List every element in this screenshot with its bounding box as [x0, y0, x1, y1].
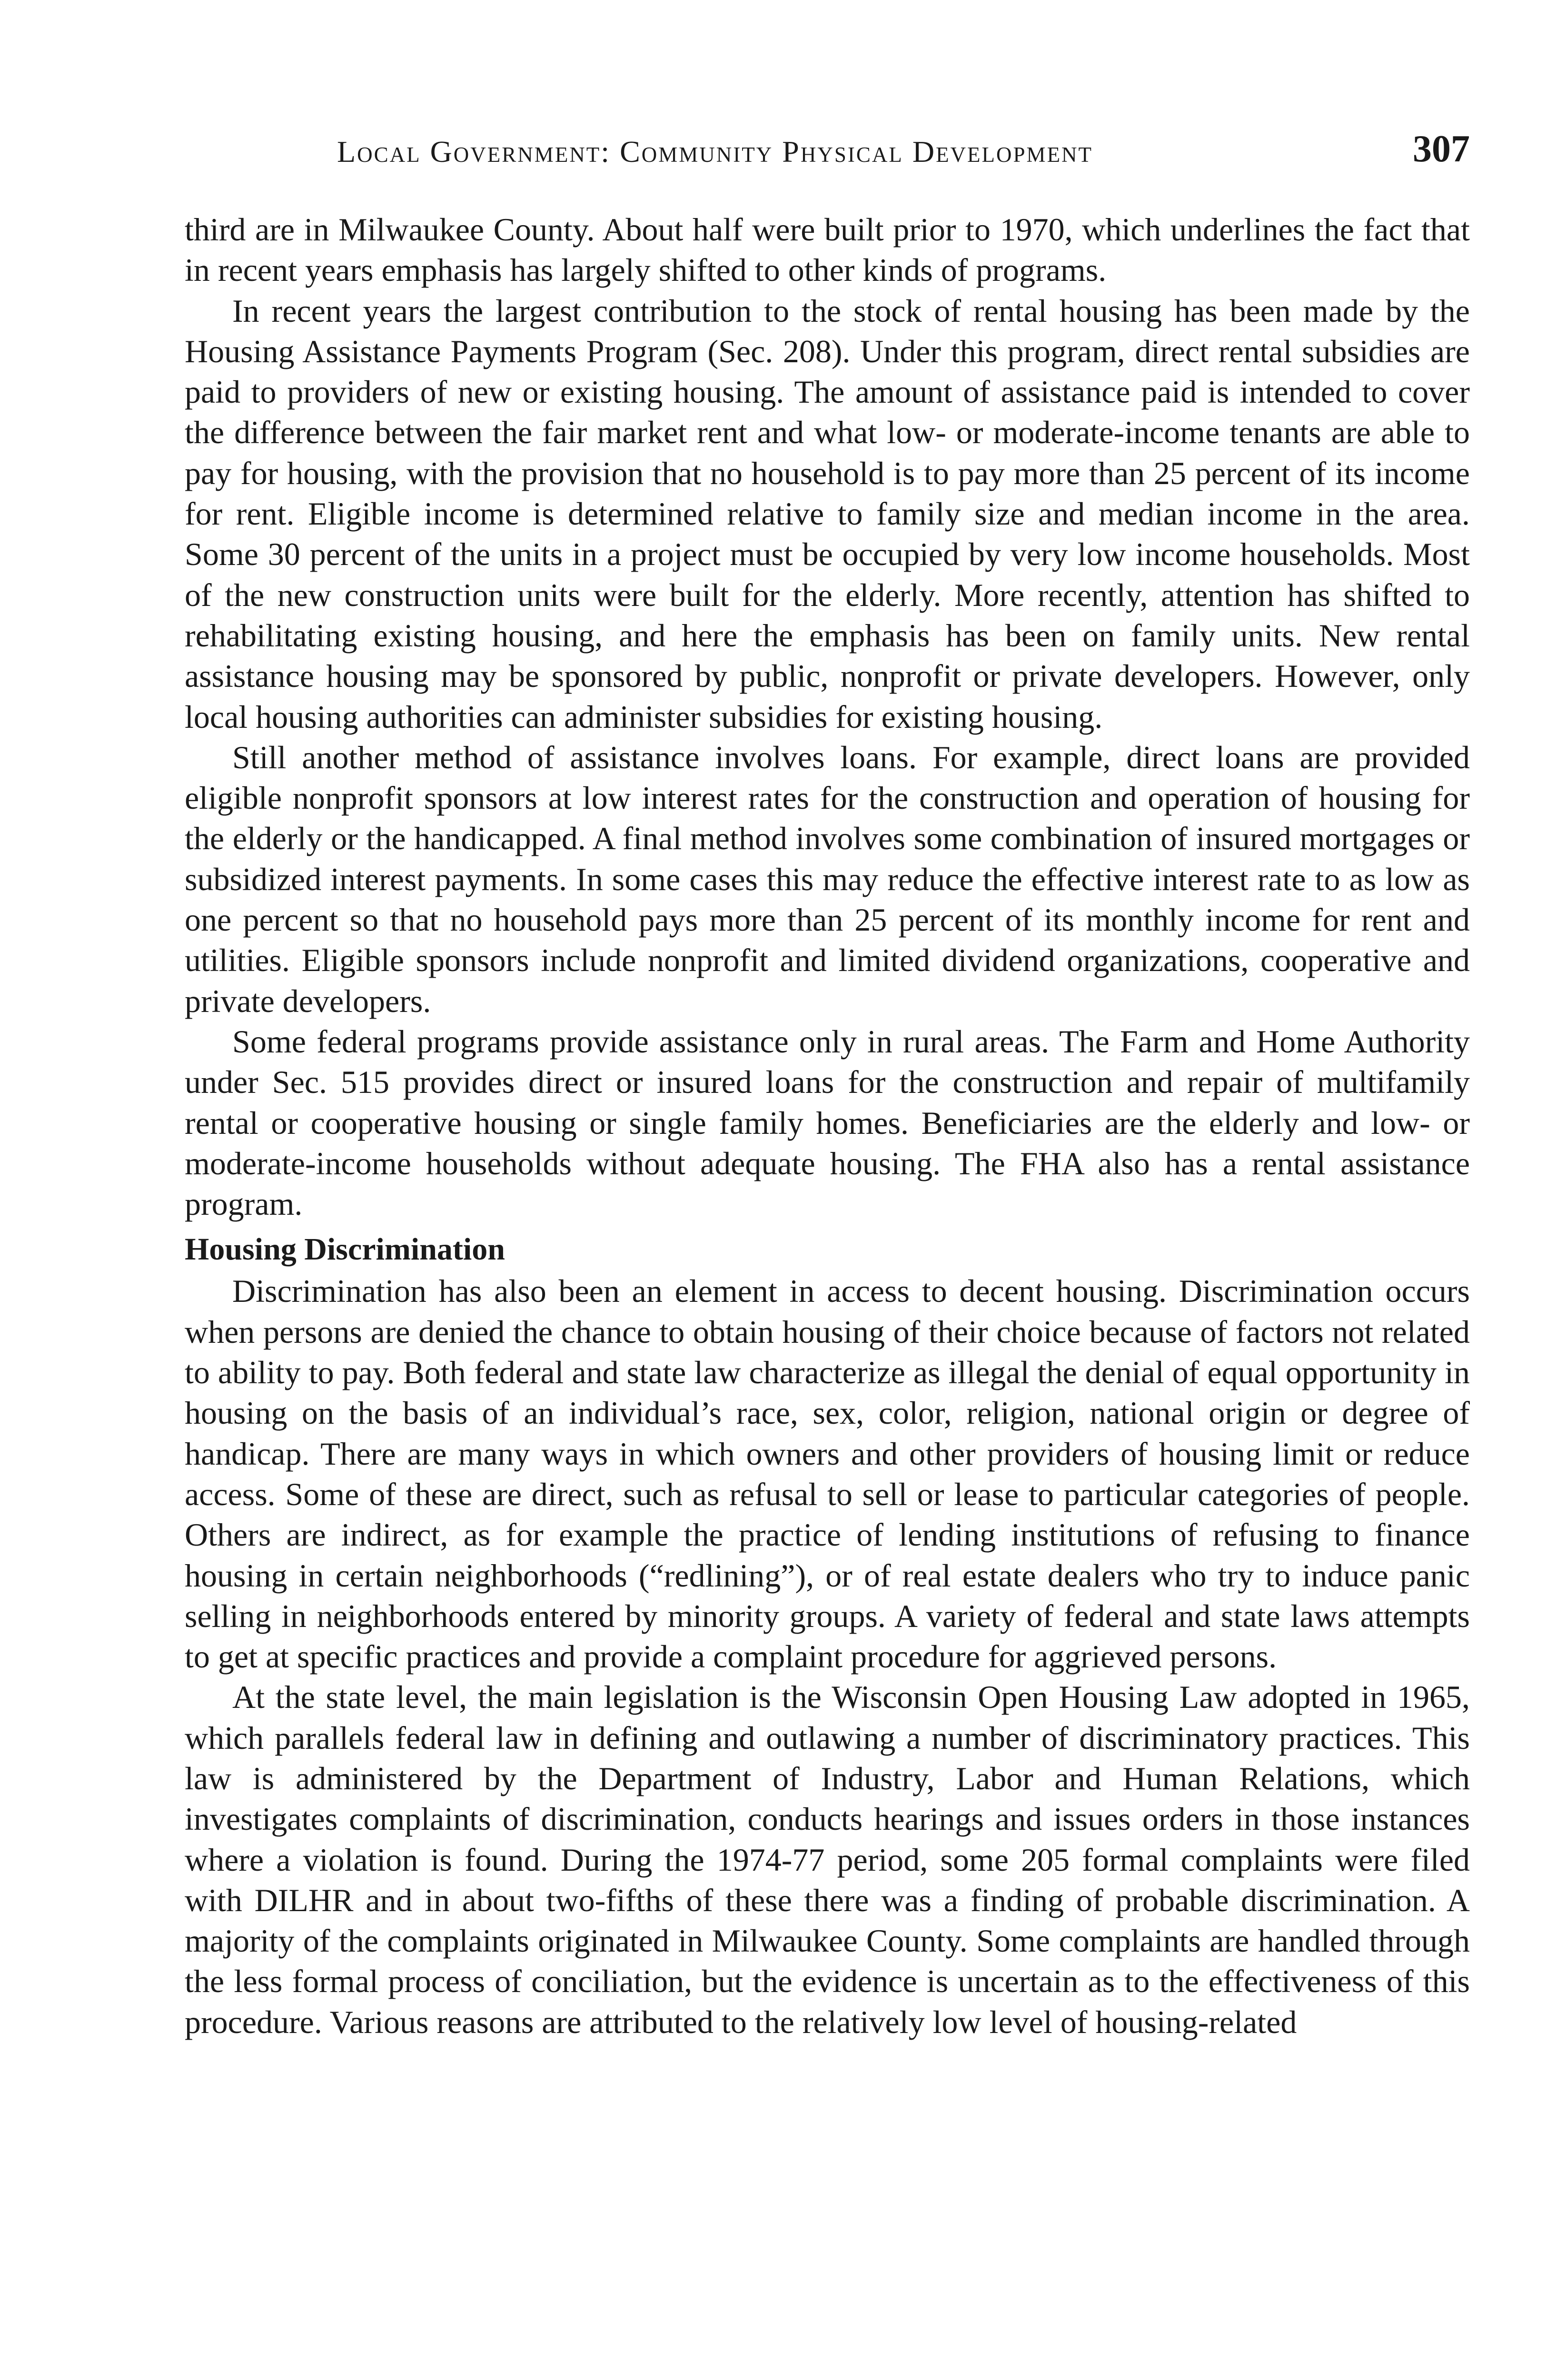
paragraph-3: Still another method of assistance involves loans. For example, direct loans are provided eligible nonprofit sponsors at low interest rates for the construction and operation of housing for the elderly or the handicapped. A final method involves some combination of insured mortgages or subsidized interest payments. In some cases this may reduce the effective interest rate to as low as one percent so that no household pays more than 25 percent of its monthly income for rent and utilities. Eligible sponsors include nonprofit and limited dividend organizations, cooperative and private developers. — [185, 739, 1470, 1019]
running-title: Local Government: Community Physical Development — [337, 135, 1093, 169]
page — [185, 125, 1470, 2040]
paragraph-2: In recent years the largest contribution to the stock of rental housing has been made by the Housing Assistance Payments Program (Sec. 208). Under this program, direct rental subsidies are paid to providers of new or existing housing. The amount of assistance paid is intended to cover the difference between the fair market rent and what low- or moderate-income tenants are able to pay for housing, with the provision that no household is to pay more than 25 percent of its income for rent. Eligible income is determined relative to family size and median income in the area. Some 30 percent of the units in a project must be occupied by very low income households. Most of the new construction units were built for the elderly. More recently, attention has shifted to rehabilitating existing housing, and here the emphasis has been on family units. New rental assistance housing may be sponsored by public, nonprofit or private developers. However, only local housing authorities can administer subsidies for existing housing. — [185, 292, 1470, 735]
running-head — [185, 125, 1470, 177]
paragraph-6: At the state level, the main legislation is the Wisconsin Open Housing Law adopted in 1965, which parallels federal law in defining and outlawing a number of discriminatory practices. This law is administered by the Department of Industry, Labor and Human Relations, which investigates complaints of discrimination, conducts hearings and issues orders in those instances where a violation is found. During the 1974-77 period, some 205 formal complaints were filed with DILHR and in about two-fifths of these there was a finding of probable discrimination. A majority of the complaints originated in Milwaukee County. Some complaints are handled through the less formal process of conciliation, but the evidence is uncertain as to the effectiveness of this procedure. Various reasons are attributed to the relatively low level of housing-related — [185, 1679, 1470, 2040]
paragraph-5: Discrimination has also been an element in access to decent housing. Discrimination occurs when persons are denied the chance to obtain housing of their choice because of factors not related to ability to pay. Both federal and state law characterize as illegal the denial of equal opportunity in housing on the basis of an individual’s race, sex, color, religion, national origin or degree of handicap. There are many ways in which owners and other providers of housing limit or reduce access. Some of these are direct, such as refusal to sell or lease to particular categories of people. Others are indirect, as for example the practice of lending institutions of refusing to finance housing in certain neighborhoods (“redlining”), or of real estate dealers who try to induce panic selling in neighborhoods entered by minority groups. A variety of federal and state laws attempts to get at specific practices and provide a complaint procedure for aggrieved persons. — [185, 1273, 1470, 1675]
section-heading: Housing Discrimination — [185, 1232, 505, 1267]
paragraph-4: Some federal programs provide assistance only in rural areas. The Farm and Home Authority under Sec. 515 provides direct or insured loans for the construction and repair of multifamily rental or cooperative housing or single family homes. Beneficiaries are the elderly and low- or moderate-income households without adequate housing. The FHA also has a rental assistance program. — [185, 1023, 1470, 1222]
body-text — [185, 209, 1470, 2043]
page-number: 307 — [1413, 128, 1470, 170]
paragraph-1: third are in Milwaukee County. About half were built prior to 1970, which underlines the fact that in recent years emphasis has largely shifted to other kinds of programs. — [185, 211, 1470, 288]
